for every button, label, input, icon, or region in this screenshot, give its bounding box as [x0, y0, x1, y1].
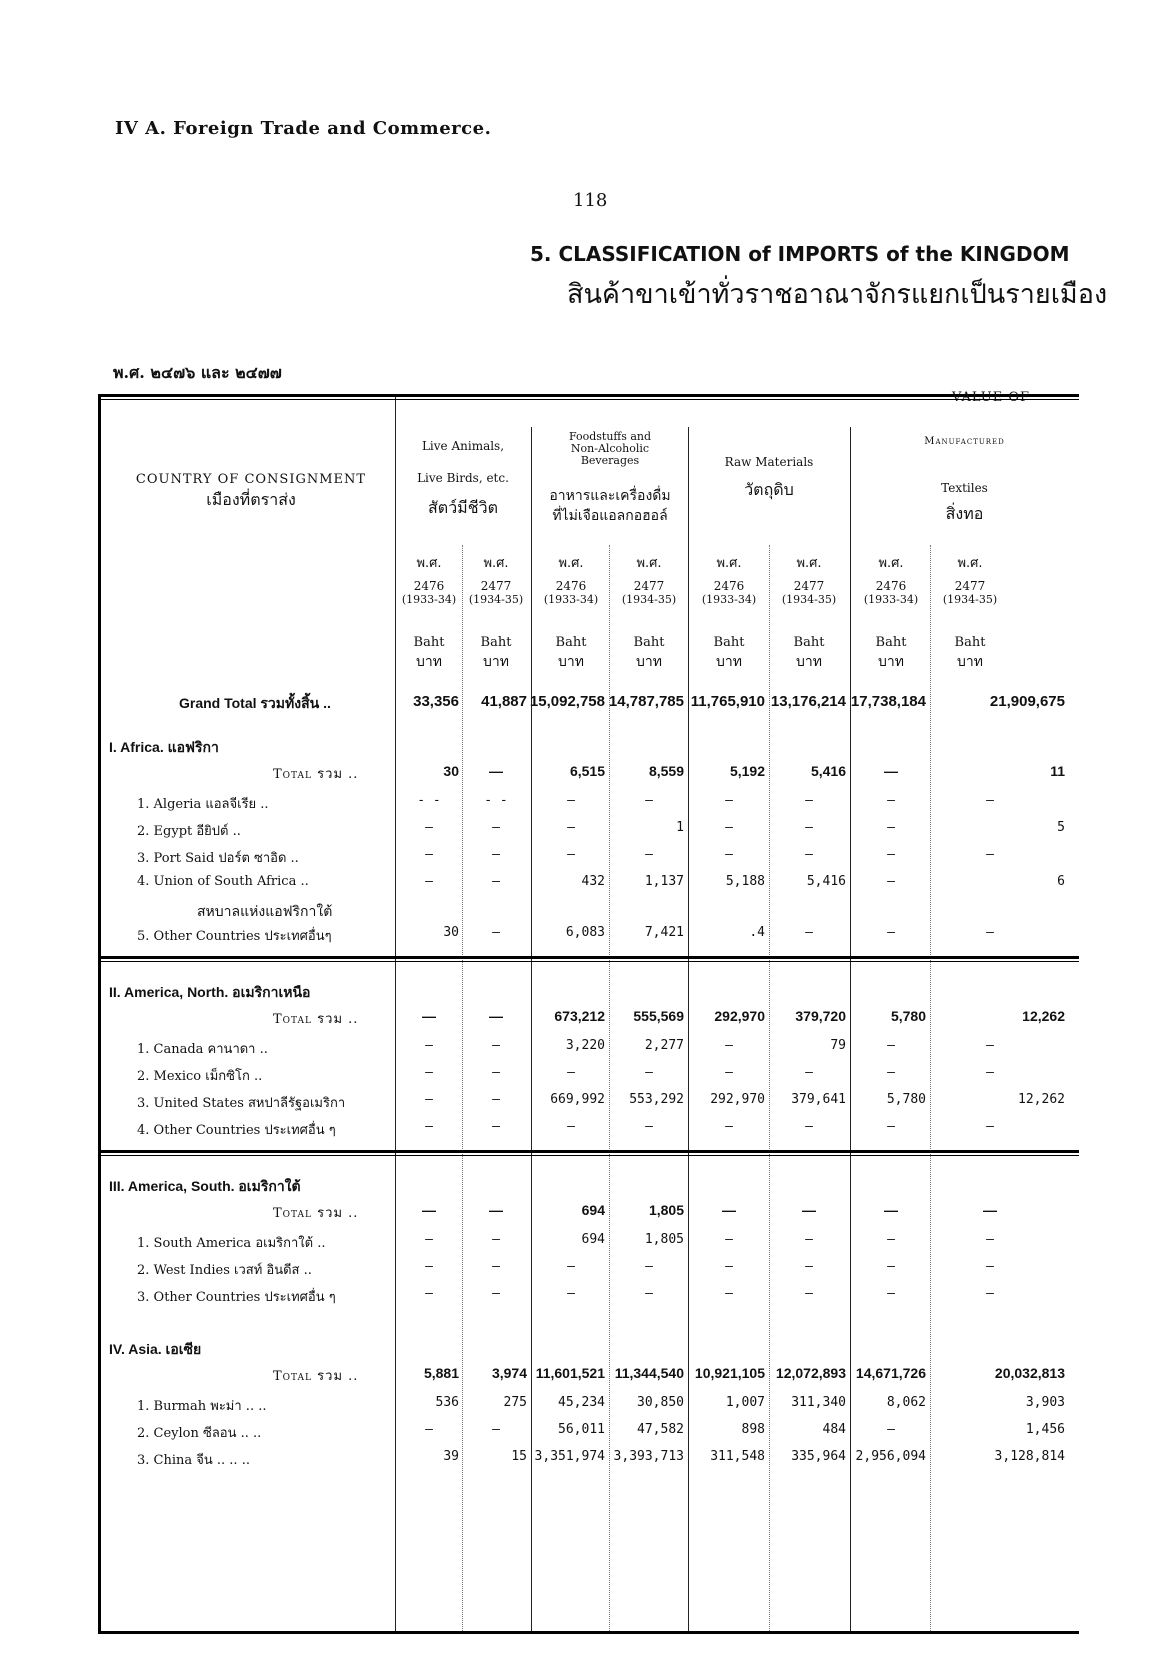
region-row	[101, 737, 1079, 759]
cell-value: 5,780	[890, 1008, 926, 1024]
cell-value: —	[986, 847, 994, 862]
table-row	[101, 1395, 1079, 1417]
cell-value: —	[425, 1232, 433, 1247]
cell-value: —	[722, 1202, 736, 1218]
cell-value: —	[887, 1119, 895, 1134]
unit-baht-th-6: บาท	[796, 654, 822, 670]
year-be-5: 2476	[713, 579, 745, 593]
cell-value: —	[492, 1065, 500, 1080]
cell-value: —	[425, 874, 433, 889]
cell-value: —	[422, 1008, 436, 1024]
unit-baht-2: Baht	[480, 635, 512, 650]
year-ce-6: (1934-35)	[781, 593, 837, 606]
year-pa-8: พ.ศ.	[957, 556, 983, 571]
cell-value: 311,548	[710, 1449, 765, 1464]
cell-value: 5,881	[423, 1365, 459, 1381]
cell-value: 15,092,758	[529, 693, 605, 710]
cell-value: 10,921,105	[694, 1365, 765, 1381]
cell-value: 14,671,726	[855, 1365, 926, 1381]
cell-value: 21,909,675	[989, 693, 1065, 710]
cell-value: —	[805, 1232, 813, 1247]
table-row	[101, 820, 1079, 842]
table-row	[101, 1286, 1079, 1308]
cell-value: —	[887, 820, 895, 835]
cell-value: - -	[484, 793, 508, 808]
cell-value: —	[645, 793, 653, 808]
cell-value: 20,032,813	[994, 1365, 1065, 1381]
cell-value: 2,277	[644, 1038, 684, 1053]
row-label: 4. Union of South Africa ..	[137, 874, 309, 889]
cell-value: 11,765,910	[690, 693, 765, 710]
cell-value: 694	[581, 1232, 605, 1247]
cell-value: —	[489, 763, 503, 779]
unit-baht-5: Baht	[713, 635, 745, 650]
unit-baht-6: Baht	[793, 635, 825, 650]
table-row	[101, 1422, 1079, 1444]
cell-value: 3,393,713	[613, 1449, 684, 1464]
total-row	[101, 1202, 1079, 1224]
cell-value: —	[802, 1202, 816, 1218]
year-be-8: 2477	[954, 579, 986, 593]
cell-value: 79	[830, 1038, 846, 1053]
cell-value: —	[986, 793, 994, 808]
cell-value: 33,356	[413, 693, 459, 710]
cell-value: .4	[749, 925, 765, 940]
total-row	[101, 1365, 1079, 1387]
cell-value: —	[567, 793, 575, 808]
year-pa-1: พ.ศ.	[416, 556, 442, 571]
header-manufactured: Manufactured	[924, 436, 1005, 447]
row-label: 2. Egypt อียิปต์ ..	[137, 824, 241, 839]
cell-value: —	[725, 1119, 733, 1134]
cell-value: 8,062	[886, 1395, 926, 1410]
cell-value: 13,176,214	[770, 693, 846, 710]
cell-value: —	[645, 1259, 653, 1274]
cell-value: 1,805	[648, 1202, 684, 1218]
cell-value: 275	[503, 1395, 527, 1410]
cell-value: —	[887, 1422, 895, 1437]
cell-value: 311,340	[791, 1395, 846, 1410]
cell-value: 432	[581, 874, 605, 889]
cell-value: 3,351,974	[534, 1449, 605, 1464]
total-row	[101, 693, 1079, 715]
unit-baht-th-4: บาท	[636, 654, 662, 670]
cell-value: —	[887, 1259, 895, 1274]
unit-baht-th-5: บาท	[716, 654, 742, 670]
year-pa-2: พ.ศ.	[483, 556, 509, 571]
year-ce-2: (1934-35)	[468, 593, 524, 606]
cell-value: 1	[676, 820, 684, 835]
row-label: I. Africa. แอฟริกา	[109, 739, 219, 755]
cell-value: —	[884, 1202, 898, 1218]
cell-value: —	[645, 1065, 653, 1080]
cell-value: —	[887, 793, 895, 808]
header-live-1: Live Animals,	[421, 439, 505, 453]
cell-value: —	[983, 1202, 997, 1218]
cell-value: 14,787,785	[608, 693, 684, 710]
cell-value: 12,072,893	[775, 1365, 846, 1381]
unit-baht-th-2: บาท	[483, 654, 509, 670]
cell-value: 1,456	[1025, 1422, 1065, 1437]
cell-value: —	[887, 1038, 895, 1053]
cell-value: —	[489, 1008, 503, 1024]
cell-value: 30	[443, 925, 459, 940]
cell-value: 673,212	[554, 1008, 605, 1024]
year-pa-6: พ.ศ.	[796, 556, 822, 571]
row-label: III. America, South. อเมริกาใต้	[109, 1178, 301, 1194]
header-food-3: Beverages	[580, 454, 640, 467]
unit-baht-7: Baht	[875, 635, 907, 650]
cell-value: —	[725, 1038, 733, 1053]
table-row	[101, 1232, 1079, 1254]
year-be-6: 2477	[793, 579, 825, 593]
year-pa-4: พ.ศ.	[636, 556, 662, 571]
cell-value: 12,262	[1018, 1092, 1065, 1107]
cell-value: —	[887, 925, 895, 940]
cell-value: —	[805, 793, 813, 808]
table-row	[101, 1065, 1079, 1087]
header-raw-en: Raw Materials	[724, 455, 814, 469]
row-label: 4. Other Countries ประเทศอื่น ๆ	[137, 1123, 336, 1138]
cell-value: —	[425, 1038, 433, 1053]
header-food-2: Non-Alcoholic	[570, 442, 650, 455]
imports-table	[98, 390, 1079, 1634]
cell-value: 3,974	[491, 1365, 527, 1381]
table-row	[101, 1038, 1079, 1060]
row-label: 3. Other Countries ประเทศอื่น ๆ	[137, 1290, 336, 1305]
row-label: Grand Total รวมทั้งสิ้น ..	[179, 695, 331, 711]
table-title: 5. CLASSIFICATION of IMPORTS of the KINGDOM	[530, 242, 1070, 266]
cell-value: —	[805, 1259, 813, 1274]
header-live-2: Live Birds, etc.	[417, 471, 509, 485]
table-row	[101, 925, 1079, 947]
cell-value: —	[725, 820, 733, 835]
row-label: 2. Ceylon ซีลอน .. ..	[137, 1426, 262, 1441]
cell-value: —	[425, 1259, 433, 1274]
cell-value: —	[567, 1065, 575, 1080]
cell-value: 11,601,521	[535, 1365, 605, 1381]
unit-baht-1: Baht	[413, 635, 445, 650]
cell-value: 6,083	[565, 925, 605, 940]
cell-value: —	[489, 1202, 503, 1218]
page-number: 118	[573, 190, 608, 211]
cell-value: —	[492, 925, 500, 940]
row-label: 1. Canada คานาดา ..	[137, 1042, 268, 1057]
row-label: 2. West Indies เวสท์ อินดีส ..	[137, 1263, 312, 1278]
table-row	[101, 1259, 1079, 1281]
cell-value: 1,137	[644, 874, 684, 889]
cell-value: —	[986, 1286, 994, 1301]
cell-value: —	[425, 1119, 433, 1134]
cell-value: —	[492, 1038, 500, 1053]
cell-value: 39	[443, 1449, 459, 1464]
cell-value: 1,805	[644, 1232, 684, 1247]
table-row	[101, 793, 1079, 815]
cell-value: —	[645, 1119, 653, 1134]
row-label: II. America, North. อเมริกาเหนือ	[109, 984, 311, 1000]
cell-value: 694	[581, 1202, 605, 1218]
cell-value: - -	[417, 793, 441, 808]
cell-value: —	[805, 1119, 813, 1134]
row-label: Total รวม ..	[273, 767, 359, 782]
row-label: 1. Burmah พะม่า .. ..	[137, 1399, 267, 1414]
year-be-2: 2477	[480, 579, 512, 593]
cell-value: —	[567, 1259, 575, 1274]
region-row	[101, 982, 1079, 1004]
cell-value: —	[425, 1092, 433, 1107]
cell-value: 12,262	[1022, 1008, 1065, 1024]
cell-value: —	[492, 1422, 500, 1437]
cell-value: —	[492, 1259, 500, 1274]
year-be-3: 2476	[555, 579, 587, 593]
cell-value: —	[887, 1065, 895, 1080]
row-label: IV. Asia. เอเซีย	[109, 1341, 202, 1357]
cell-value: 8,559	[648, 763, 684, 779]
cell-value: 3,128,814	[994, 1449, 1065, 1464]
row-label: 3. China จีน .. .. ..	[137, 1453, 250, 1468]
table-row	[101, 847, 1079, 869]
cell-value: 3,220	[565, 1038, 605, 1053]
region-row	[101, 1176, 1079, 1198]
cell-value: 5,416	[806, 874, 846, 889]
cell-value: —	[492, 874, 500, 889]
cell-value: 555,569	[633, 1008, 684, 1024]
cell-value: 669,992	[550, 1092, 605, 1107]
cell-value: 5	[1057, 820, 1065, 835]
cell-value: —	[725, 1232, 733, 1247]
header-live-th: สัตว์มีชีวิต	[428, 498, 498, 517]
cell-value: —	[805, 1065, 813, 1080]
cell-value: —	[645, 847, 653, 862]
cell-value: —	[492, 1286, 500, 1301]
year-pa-3: พ.ศ.	[558, 556, 584, 571]
cell-value: —	[887, 847, 895, 862]
header-textiles-en: Textiles	[941, 481, 988, 495]
table-row	[101, 1449, 1079, 1471]
header-food-th-2: ที่ไม่เจือแอลกอฮอล์	[552, 508, 668, 524]
cell-value: 898	[741, 1422, 765, 1437]
cell-value: —	[492, 820, 500, 835]
cell-value: —	[887, 1286, 895, 1301]
cell-value: 292,970	[714, 1008, 765, 1024]
cell-value: —	[805, 925, 813, 940]
cell-value: —	[425, 1422, 433, 1437]
unit-baht-8: Baht	[954, 635, 986, 650]
cell-value: 47,582	[637, 1422, 684, 1437]
cell-value: 17,738,184	[850, 693, 926, 710]
cell-value: —	[986, 1038, 994, 1053]
cell-value: —	[725, 847, 733, 862]
unit-baht-4: Baht	[633, 635, 665, 650]
cell-value: 15	[511, 1449, 527, 1464]
unit-baht-th-8: บาท	[957, 654, 983, 670]
header-value-of: VALUE OF	[951, 390, 1031, 405]
cell-value: —	[986, 1259, 994, 1274]
cell-value: 5,192	[729, 763, 765, 779]
section-divider	[101, 956, 1079, 959]
year-be-4: 2477	[633, 579, 665, 593]
cell-value: 56,011	[558, 1422, 605, 1437]
row-label: 1. South America อเมริกาใต้ ..	[137, 1236, 326, 1251]
cell-value: 11	[1050, 763, 1065, 779]
year-ce-3: (1933-34)	[543, 593, 599, 606]
cell-value: —	[725, 1286, 733, 1301]
cell-value: 30	[443, 763, 459, 779]
cell-value: —	[725, 793, 733, 808]
cell-value: 11,344,540	[614, 1365, 684, 1381]
cell-value: —	[986, 1119, 994, 1134]
cell-value: 41,887	[481, 693, 527, 710]
table-row	[101, 1092, 1079, 1114]
cell-value: —	[887, 1232, 895, 1247]
row-label: Total รวม ..	[273, 1012, 359, 1027]
cell-value: —	[567, 1286, 575, 1301]
header-food-1: Foodstuffs and	[568, 430, 652, 443]
cell-value: —	[986, 925, 994, 940]
cell-value: —	[887, 874, 895, 889]
cell-value: 6,515	[569, 763, 605, 779]
cell-value: —	[805, 820, 813, 835]
table-row	[101, 1119, 1079, 1141]
cell-value: —	[492, 1092, 500, 1107]
cell-value: 3,903	[1025, 1395, 1065, 1410]
cell-value: —	[725, 1065, 733, 1080]
cell-value: 5,188	[725, 874, 765, 889]
table-row	[101, 874, 1079, 896]
row-label: Total รวม ..	[273, 1206, 359, 1221]
year-pa-7: พ.ศ.	[878, 556, 904, 571]
year-ce-5: (1933-34)	[701, 593, 757, 606]
cell-value: —	[567, 820, 575, 835]
cell-value: —	[567, 847, 575, 862]
cell-value: —	[492, 1232, 500, 1247]
row-label: สหบาลแห่งแอฟริกาใต้	[197, 904, 333, 920]
cell-value: 379,641	[791, 1092, 846, 1107]
header-country-en: COUNTRY OF CONSIGNMENT	[135, 472, 367, 487]
header-raw-th: วัตถุดิบ	[744, 480, 794, 499]
cell-value: 30,850	[637, 1395, 684, 1410]
cell-value: —	[805, 1286, 813, 1301]
cell-value: —	[492, 847, 500, 862]
cell-value: —	[884, 763, 898, 779]
section-divider	[101, 1150, 1079, 1153]
cell-value: —	[425, 1286, 433, 1301]
year-ce-8: (1934-35)	[942, 593, 998, 606]
cell-value: 553,292	[629, 1092, 684, 1107]
cell-value: —	[805, 847, 813, 862]
year-ce-7: (1933-34)	[863, 593, 919, 606]
cell-value: 5,416	[810, 763, 846, 779]
years-label: พ.ศ. ๒๔๗๖ และ ๒๔๗๗	[113, 363, 282, 382]
total-row	[101, 1008, 1079, 1030]
year-pa-5: พ.ศ.	[716, 556, 742, 571]
row-label: 3. United States สหปาลีรัฐอเมริกา	[137, 1096, 346, 1111]
section-heading: IV A. Foreign Trade and Commerce.	[115, 118, 492, 139]
year-ce-4: (1934-35)	[621, 593, 677, 606]
cell-value: 335,964	[791, 1449, 846, 1464]
cell-value: —	[492, 1119, 500, 1134]
cell-value: —	[645, 1286, 653, 1301]
table-row	[101, 901, 1079, 923]
unit-baht-th-3: บาท	[558, 654, 584, 670]
cell-value: —	[425, 1065, 433, 1080]
row-label: 3. Port Said ปอร์ต ซาอิด ..	[137, 851, 299, 866]
row-label: 1. Algeria แอลจีเรีย ..	[137, 797, 269, 812]
header-country-th: เมืองที่ตราส่ง	[206, 490, 296, 509]
cell-value: 379,720	[795, 1008, 846, 1024]
year-be-7: 2476	[875, 579, 907, 593]
cell-value: 45,234	[558, 1395, 605, 1410]
cell-value: 5,780	[886, 1092, 926, 1107]
row-label: 5. Other Countries ประเทศอื่นๆ	[137, 929, 332, 944]
cell-value: 6	[1057, 874, 1065, 889]
year-ce-1: (1933-34)	[401, 593, 457, 606]
table-title-thai: สินค้าขาเข้าทั่วราชอาณาจักรแยกเป็นรายเมือง	[567, 279, 1108, 310]
cell-value: 536	[435, 1395, 459, 1410]
unit-baht-3: Baht	[555, 635, 587, 650]
total-row	[101, 763, 1079, 785]
cell-value: 484	[822, 1422, 846, 1437]
cell-value: —	[725, 1259, 733, 1274]
unit-baht-th-1: บาท	[416, 654, 442, 670]
cell-value: —	[425, 820, 433, 835]
row-label: 2. Mexico เม็กซิโก ..	[137, 1069, 263, 1084]
cell-value: 2,956,094	[855, 1449, 926, 1464]
cell-value: —	[567, 1119, 575, 1134]
region-row	[101, 1339, 1079, 1361]
cell-value: —	[422, 1202, 436, 1218]
header-food-th-1: อาหารและเครื่องดื่ม	[549, 488, 671, 504]
year-be-1: 2476	[413, 579, 445, 593]
row-label: Total รวม ..	[273, 1369, 359, 1384]
cell-value: 292,970	[710, 1092, 765, 1107]
cell-value: —	[986, 1232, 994, 1247]
cell-value: 7,421	[644, 925, 684, 940]
unit-baht-th-7: บาท	[878, 654, 904, 670]
cell-value: —	[986, 1065, 994, 1080]
header-textiles-th: สิ่งทอ	[945, 504, 984, 523]
cell-value: 1,007	[725, 1395, 765, 1410]
cell-value: —	[425, 847, 433, 862]
